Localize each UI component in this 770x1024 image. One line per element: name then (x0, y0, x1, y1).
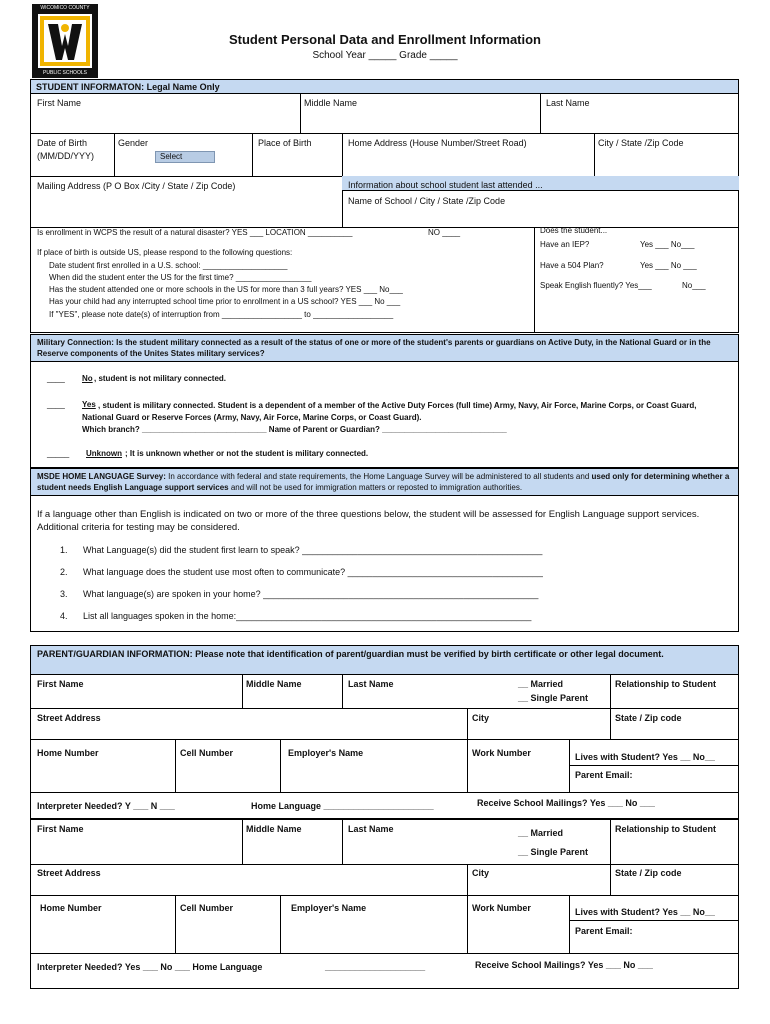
language-band-bold: MSDE HOME LANGUAGE Survey: (37, 472, 166, 481)
language-band-body: In accordance with federal and state requirements, the Home Language Survey will be administered to all students and (165, 472, 592, 481)
p1-middle-name[interactable]: Middle Name (246, 679, 302, 689)
lang-q1[interactable]: What Language(s) did the student first learn to speak? ________________________________________________ (83, 545, 543, 555)
p2-mailings[interactable]: Receive School Mailings? Yes ___ No ___ (475, 960, 653, 970)
p1-relationship[interactable]: Relationship to Student (615, 679, 716, 689)
p1-email[interactable]: Parent Email: (575, 770, 633, 780)
p2-single[interactable]: __ Single Parent (518, 847, 589, 857)
logo-top-text: WICOMICO COUNTY (40, 5, 90, 11)
military-unknown-blank[interactable]: _____ (47, 449, 70, 458)
p2-street[interactable]: Street Address (37, 868, 101, 878)
mailing-address[interactable]: Mailing Address (P O Box /City / State / Zip Code) (37, 181, 236, 191)
504-answer[interactable]: Yes ___ No ___ (640, 261, 697, 270)
school-info-label: Information about school student last attended ... (348, 180, 543, 190)
p1-home-language[interactable]: Home Language ______________________ (251, 801, 434, 811)
military-yes-text: , student is military connected. Student is a dependent of a member of the Active Duty Forces (full time) Army, Navy, Air Force, Marine Corps, or Coast Guard, National Guard or Reserve Forces (Army, Navy, Air Force, Marine Corps, or Coast Guard). (82, 401, 697, 422)
p1-state[interactable]: State / Zip code (615, 713, 682, 723)
p2-employer[interactable]: Employer's Name (291, 903, 367, 913)
dob-format: (MM/DD/YYY) (37, 151, 94, 161)
gender-label: Gender (118, 138, 149, 148)
p2-city[interactable]: City (472, 868, 490, 878)
military-unknown-text: ; It is unknown whether or not the student is military connected. (125, 449, 369, 458)
gender-select[interactable]: Select (155, 151, 215, 163)
military-yes-blank[interactable]: ____ (47, 400, 65, 409)
p2-first-name[interactable]: First Name (37, 824, 84, 834)
lang-q3-num: 3. (60, 589, 68, 599)
p1-street[interactable]: Street Address (37, 713, 101, 723)
p2-interpreter[interactable]: Interpreter Needed? Yes ___ No ___ Home Language (37, 962, 263, 972)
language-band-text (37, 471, 733, 493)
school-name-label[interactable]: Name of School / City / State /Zip Code (348, 196, 506, 206)
lang-q2[interactable]: What language does the student use most often to communicate? _______________________________________ (83, 567, 543, 577)
p1-interpreter[interactable]: Interpreter Needed? Y ___ N ___ (37, 801, 175, 811)
military-yes-word: Yes (82, 400, 96, 409)
p2-relationship[interactable]: Relationship to Student (615, 824, 716, 834)
p1-work-number[interactable]: Work Number (472, 748, 531, 758)
lang-q2-num: 2. (60, 567, 68, 577)
home-address[interactable]: Home Address (House Number/Street Road) (348, 138, 527, 148)
outside-us-intro: If place of birth is outside US, please respond to the following questions: (37, 248, 293, 257)
p2-state[interactable]: State / Zip code (615, 868, 682, 878)
city-state-zip[interactable]: City / State /Zip Code (598, 138, 684, 148)
lang-q1-num: 1. (60, 545, 68, 555)
p1-mailings[interactable]: Receive School Mailings? Yes ___ No ___ (477, 798, 655, 808)
p2-cell-number[interactable]: Cell Number (180, 903, 234, 913)
disaster-question[interactable]: Is enrollment in WCPS the result of a natural disaster? YES ___ LOCATION __________ (37, 228, 353, 237)
p1-last-name[interactable]: Last Name (348, 679, 394, 689)
school-year-grade: School Year _____ Grade _____ (312, 50, 458, 61)
military-band-text: Military Connection: Is the student military connected as a result of the status of one or more of the student's parents or guardians on Active Duty, in the National Guard or in the Reserve components of the Unites States military services? (37, 338, 711, 358)
p2-email[interactable]: Parent Email: (575, 926, 633, 936)
first-enrolled-date[interactable]: Date student first enrolled in a U.S. school: ___________________ (49, 261, 288, 270)
p2-middle-name[interactable]: Middle Name (246, 824, 302, 834)
attended-3-years[interactable]: Has the student attended one or more schools in the US for more than 3 full years? YES ___ No___ (49, 285, 403, 294)
iep-answer[interactable]: Yes ___ No___ (640, 240, 695, 249)
parent-section (30, 645, 739, 989)
interrupted-school[interactable]: Has your child had any interrupted school time prior to enrollment in a US school? YES ___ No ___ (49, 297, 401, 306)
logo-bottom-text: PUBLIC SCHOOLS (43, 70, 87, 76)
p2-home-number[interactable]: Home Number (40, 903, 102, 913)
military-no-word: No (82, 374, 93, 383)
lang-q4-num: 4. (60, 611, 68, 621)
p1-married[interactable]: __ Married (518, 679, 564, 689)
entered-us-date[interactable]: When did the student enter the US for the first time? _________________ (49, 273, 312, 282)
english-fluent[interactable]: Speak English fluently? Yes___ (540, 281, 652, 290)
interruption-dates[interactable]: If "YES", please note date(s) of interruption from __________________ to __________________ (49, 310, 394, 319)
page-title: Student Personal Data and Enrollment Information (228, 32, 542, 47)
language-band-bold2: used only for determining whether a student needs English Language support services (37, 472, 730, 492)
p1-first-name[interactable]: First Name (37, 679, 84, 689)
student-middle-name[interactable]: Middle Name (304, 98, 358, 108)
place-of-birth[interactable]: Place of Birth (258, 138, 312, 148)
lang-q4[interactable]: List all languages spoken in the home:___________________________________________________________ (83, 611, 532, 621)
iep-label: Have an IEP? (540, 240, 590, 249)
student-first-name[interactable]: First Name (37, 98, 82, 108)
p2-work-number[interactable]: Work Number (472, 903, 531, 913)
504-label: Have a 504 Plan? (540, 261, 604, 270)
military-unknown-word: Unknown (86, 449, 122, 458)
p2-last-name[interactable]: Last Name (348, 824, 394, 834)
p2-married[interactable]: __ Married (518, 828, 564, 838)
student-last-name[interactable]: Last Name (546, 98, 590, 108)
p1-city[interactable]: City (472, 713, 490, 723)
english-fluent-no[interactable]: No___ (682, 281, 706, 290)
p1-cell-number[interactable]: Cell Number (180, 748, 234, 758)
p2-home-language[interactable]: ____________________ (325, 962, 426, 972)
lang-q3[interactable]: What language(s) are spoken in your home? _______________________________________________________ (83, 589, 539, 599)
p1-employer[interactable]: Employer's Name (288, 748, 364, 758)
p2-lives-with[interactable]: Lives with Student? Yes __ No__ (575, 907, 715, 917)
military-no-blank[interactable]: ____ (47, 374, 65, 383)
does-student-label: Does the student... (540, 226, 608, 235)
language-intro: If a language other than English is indicated on two or more of the three questions below, the student will be assessed for English Language support services. Additional criteria for testing may be considered. (37, 509, 700, 533)
language-band-body2: and will not be used for immigration matters or reposted to immigration authorities. (228, 483, 523, 492)
disaster-no[interactable]: NO ____ (428, 228, 461, 237)
p1-lives-with[interactable]: Lives with Student? Yes __ No__ (575, 752, 715, 762)
p1-single[interactable]: __ Single Parent (518, 693, 589, 703)
dob-label[interactable]: Date of Birth (37, 138, 88, 148)
military-no-text: , student is not military connected. (94, 374, 227, 383)
p1-home-number[interactable]: Home Number (37, 748, 99, 758)
military-branch[interactable]: Which branch? ____________________________ Name of Parent or Guardian? ____________________________ (82, 425, 507, 434)
parent-band-text: PARENT/GUARDIAN INFORMATION: Please note that identification of parent/guardian must be verified by birth certificate or other legal document. (37, 649, 664, 659)
student-band-title: STUDENT INFORMATON: Legal Name Only (36, 82, 220, 92)
